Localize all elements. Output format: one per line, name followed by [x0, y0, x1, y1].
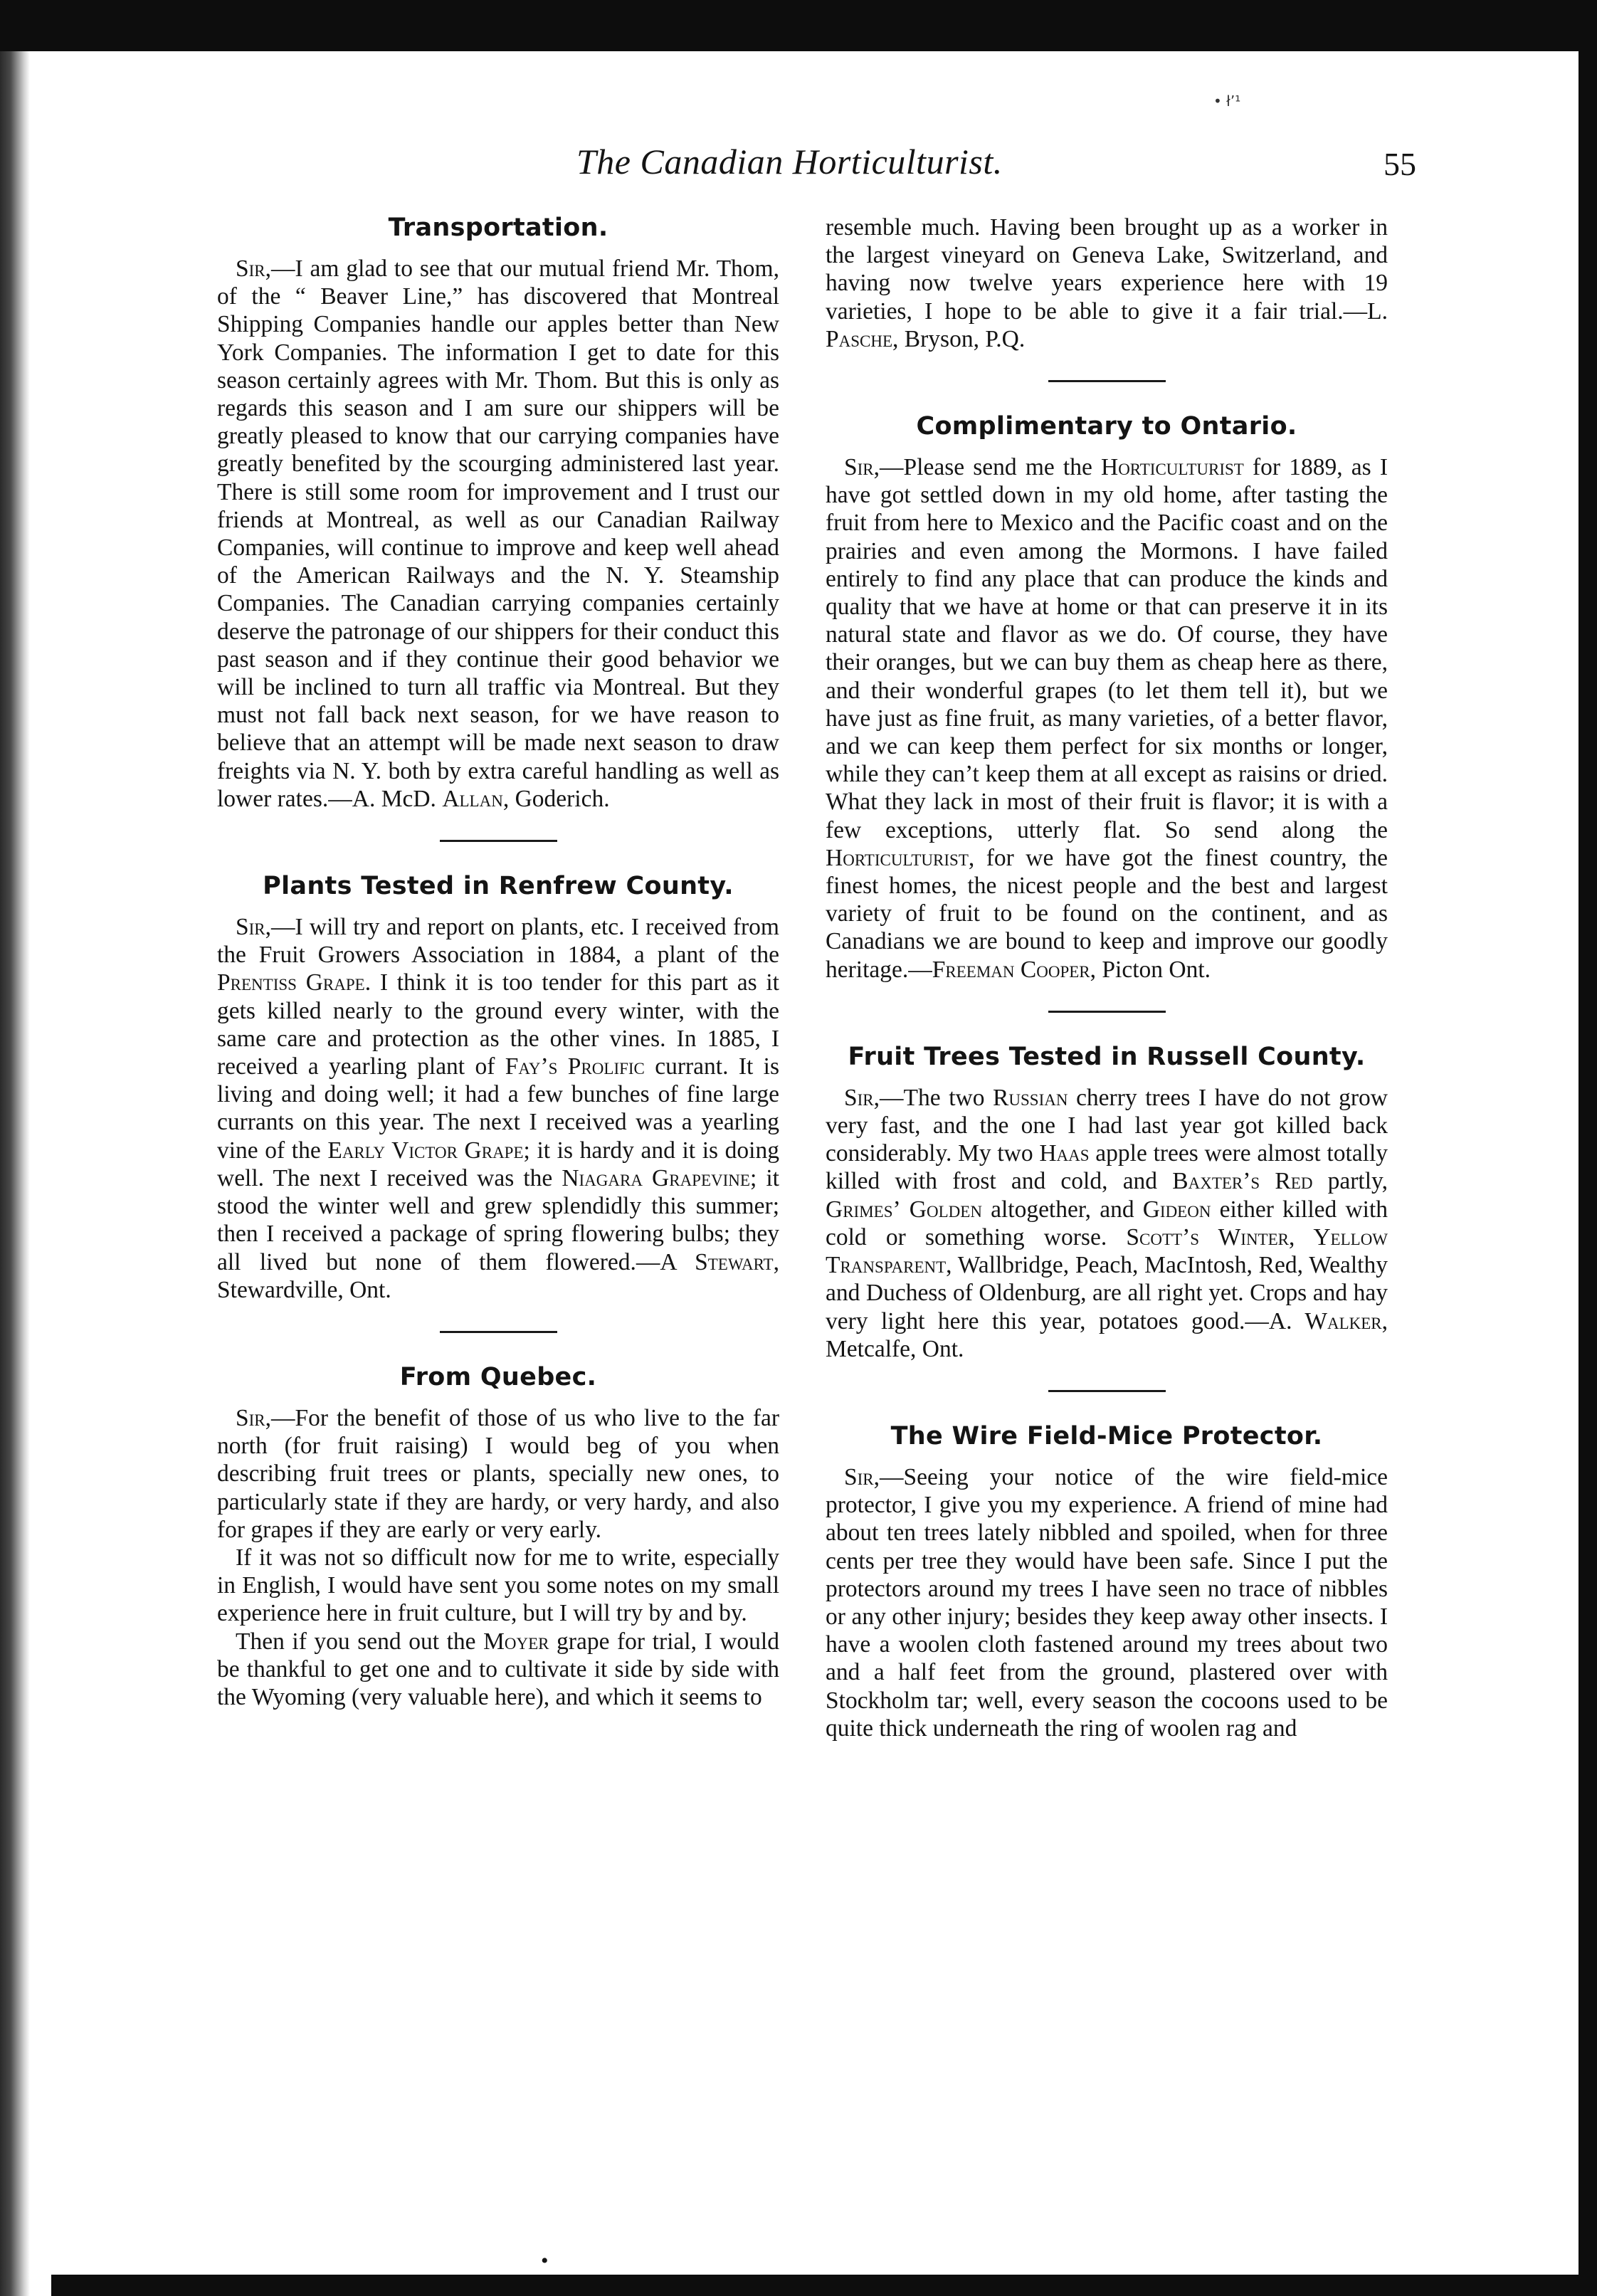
section-divider: [1048, 1390, 1166, 1392]
article-paragraph: Sir,—The two Russian cherry trees I have do not grow very fast, and the one I had last year got killed back considerably. My two Haas apple trees were almost totally killed with frost and cold, and Baxter’s Red partly, Grimes’ Golden altogether, and Gideon either killed with cold or something worse. Scott’s Winter, Yellow Transparent, Wallbridge, Peach, MacIntosh, Red, Wealthy and Duchess of Oldenburg, are all right yet. Crops and hay very light here this year, potatoes good.—A. Walker, Metcalfe, Ont.: [826, 1084, 1388, 1362]
article: [826, 1043, 1388, 1363]
article-paragraph: Sir,—I am glad to see that our mutual friend Mr. Thom, of the “ Beaver Line,” has discovered that Montreal Shipping Companies handle our apples better than New York Companies. The information I get to date for this season certainly agrees with Mr. Thom. But this is only as regards this season and I am sure our shippers will be greatly pleased to know that our carrying companies have greatly benefited by the scourging administered last year. There is still some room for improvement and I trust our friends at Montreal, as well as our Canadian Railway Companies, will continue to improve and keep well ahead of the American Railways and the N. Y. Steamship Companies. The Canadian carrying companies certainly deserve the patronage of our shippers for their conduct this past season and if they continue their good behavior we will be inclined to turn all traffic via Montreal. But they must not fall back next season, for we have reason to believe that an attempt will be made next season to draw freights via N. Y. both by extra careful handling as well as lower rates.—A. McD. Allan, Goderich.: [217, 256, 779, 812]
section-divider: [1048, 1011, 1166, 1013]
article-paragraph: Sir,—I will try and report on plants, etc. I received from the Fruit Growers Association in 1884, a plant of the Prentiss Grape. I think it is too tender for this part as it gets killed nearly to the ground every winter, with the same care and protection as the other vines. In 1885, I received a yearling plant of Fay’s Prolific currant. It is living and doing well; it had a few bunches of fine large currants on this year. The next I received was a yearling vine of the Early Victor Grape; it is hardy and it is doing well. The next I received was the Niagara Grapevine; it stood the winter well and grew splendidly this summer; then I received a package of spring flowering bulbs; they all lived but none of them flowered.—A Stewart, Stewardville, Ont.: [217, 914, 779, 1303]
article-paragraph: Then if you send out the Moyer grape for trial, I would be thankful to get one and to cultivate it side by side with the Wyoming (very valuable here), and which it seems to: [217, 1628, 779, 1710]
article-heading: Plants Tested in Renfrew County.: [263, 872, 734, 901]
article-heading: Complimentary to Ontario.: [916, 412, 1297, 441]
article-heading: From Quebec.: [399, 1362, 597, 1391]
article: [217, 214, 779, 813]
section-divider: [440, 1331, 557, 1333]
section-divider: [1048, 380, 1166, 382]
scan-left-edge: [0, 51, 30, 2296]
running-title: The Canadian Horticulturist.: [576, 142, 1003, 181]
article-paragraph: Sir,—For the benefit of those of us who live to the far north (for fruit raising) I would beg of you when describing fruit trees or plants, specially new ones, to particularly state if they are hardy, or very hardy, and also for grapes if they are early or very early.: [217, 1404, 779, 1543]
page-header: [576, 141, 1416, 191]
article-heading: Fruit Trees Tested in Russell County.: [848, 1042, 1366, 1071]
article: [217, 1363, 779, 1711]
scan-top-border: [0, 0, 1597, 51]
article-paragraph: If it was not so difficult now for me to write, especially in English, I would have sent you some notes on my small experience here in fruit culture, but I will try by and by.: [217, 1544, 779, 1627]
scan-bottom-border: [51, 2275, 1578, 2296]
page-number: 55: [1383, 146, 1416, 182]
bottom-dot: •: [541, 2249, 549, 2273]
article: [826, 214, 1388, 353]
article-paragraph: resemble much. Having been brought up as a worker in the largest vineyard on Geneva Lake, Switzerland, and having now twelve years experience here with 19 varieties, I hope to be able to give it a fair trial.—L. Pasche, Bryson, P.Q.: [826, 214, 1388, 352]
article-paragraph: Sir,—Seeing your notice of the wire field-mice protector, I give you my experience. A friend of mine had about ten trees lately nibbled and spoiled, when for three cents per tree they would have been safe. Since I put the protectors around my trees I have seen no trace of nibbles or any other injury; besides they keep away other insects. I have a woolen cloth fastened around my trees about two and a half feet from the ground, plastered over with Stockholm tar; well, every season the cocoons used to be quite thick underneath the ring of woolen rag and: [826, 1463, 1388, 1742]
marginal-mark: • ł’¹: [1213, 93, 1241, 110]
article-heading: Transportation.: [388, 214, 608, 242]
section-divider: [440, 840, 557, 842]
article-heading: The Wire Field-Mice Protector.: [890, 1421, 1323, 1450]
article: [217, 872, 779, 1304]
article: [826, 1422, 1388, 1742]
right-column: [826, 214, 1388, 1742]
left-column: [217, 214, 779, 1711]
article-paragraph: Sir,—Please send me the Horticulturist for 1889, as I have got settled down in my old home, after tasting the fruit from here to Mexico and the Pacific coast and on the prairies and even among the Mormons. I have failed entirely to find any place that can produce the kinds and quality that we have at home or that can preserve it in its natural state and flavor as we do. Of course, they have their oranges, but we can buy them as cheap here as there, and their wonderful grapes (to let them tell it), but we have just as fine fruit, as many varieties, of a better flavor, and we can keep them perfect for six months or longer, while they can’t keep them at all except as raisins or dried. What they lack in most of their fruit is flavor; it is with a few exceptions, utterly flat. So send along the Horticulturist, for we have got the finest country, the finest homes, the nicest people and the best and largest variety of fruit to be found on the continent, and as Canadians we are bound to keep and improve our goodly heritage.—Freeman Cooper, Picton Ont.: [826, 454, 1388, 983]
article: [826, 412, 1388, 984]
scan-right-border: [1578, 43, 1597, 2296]
